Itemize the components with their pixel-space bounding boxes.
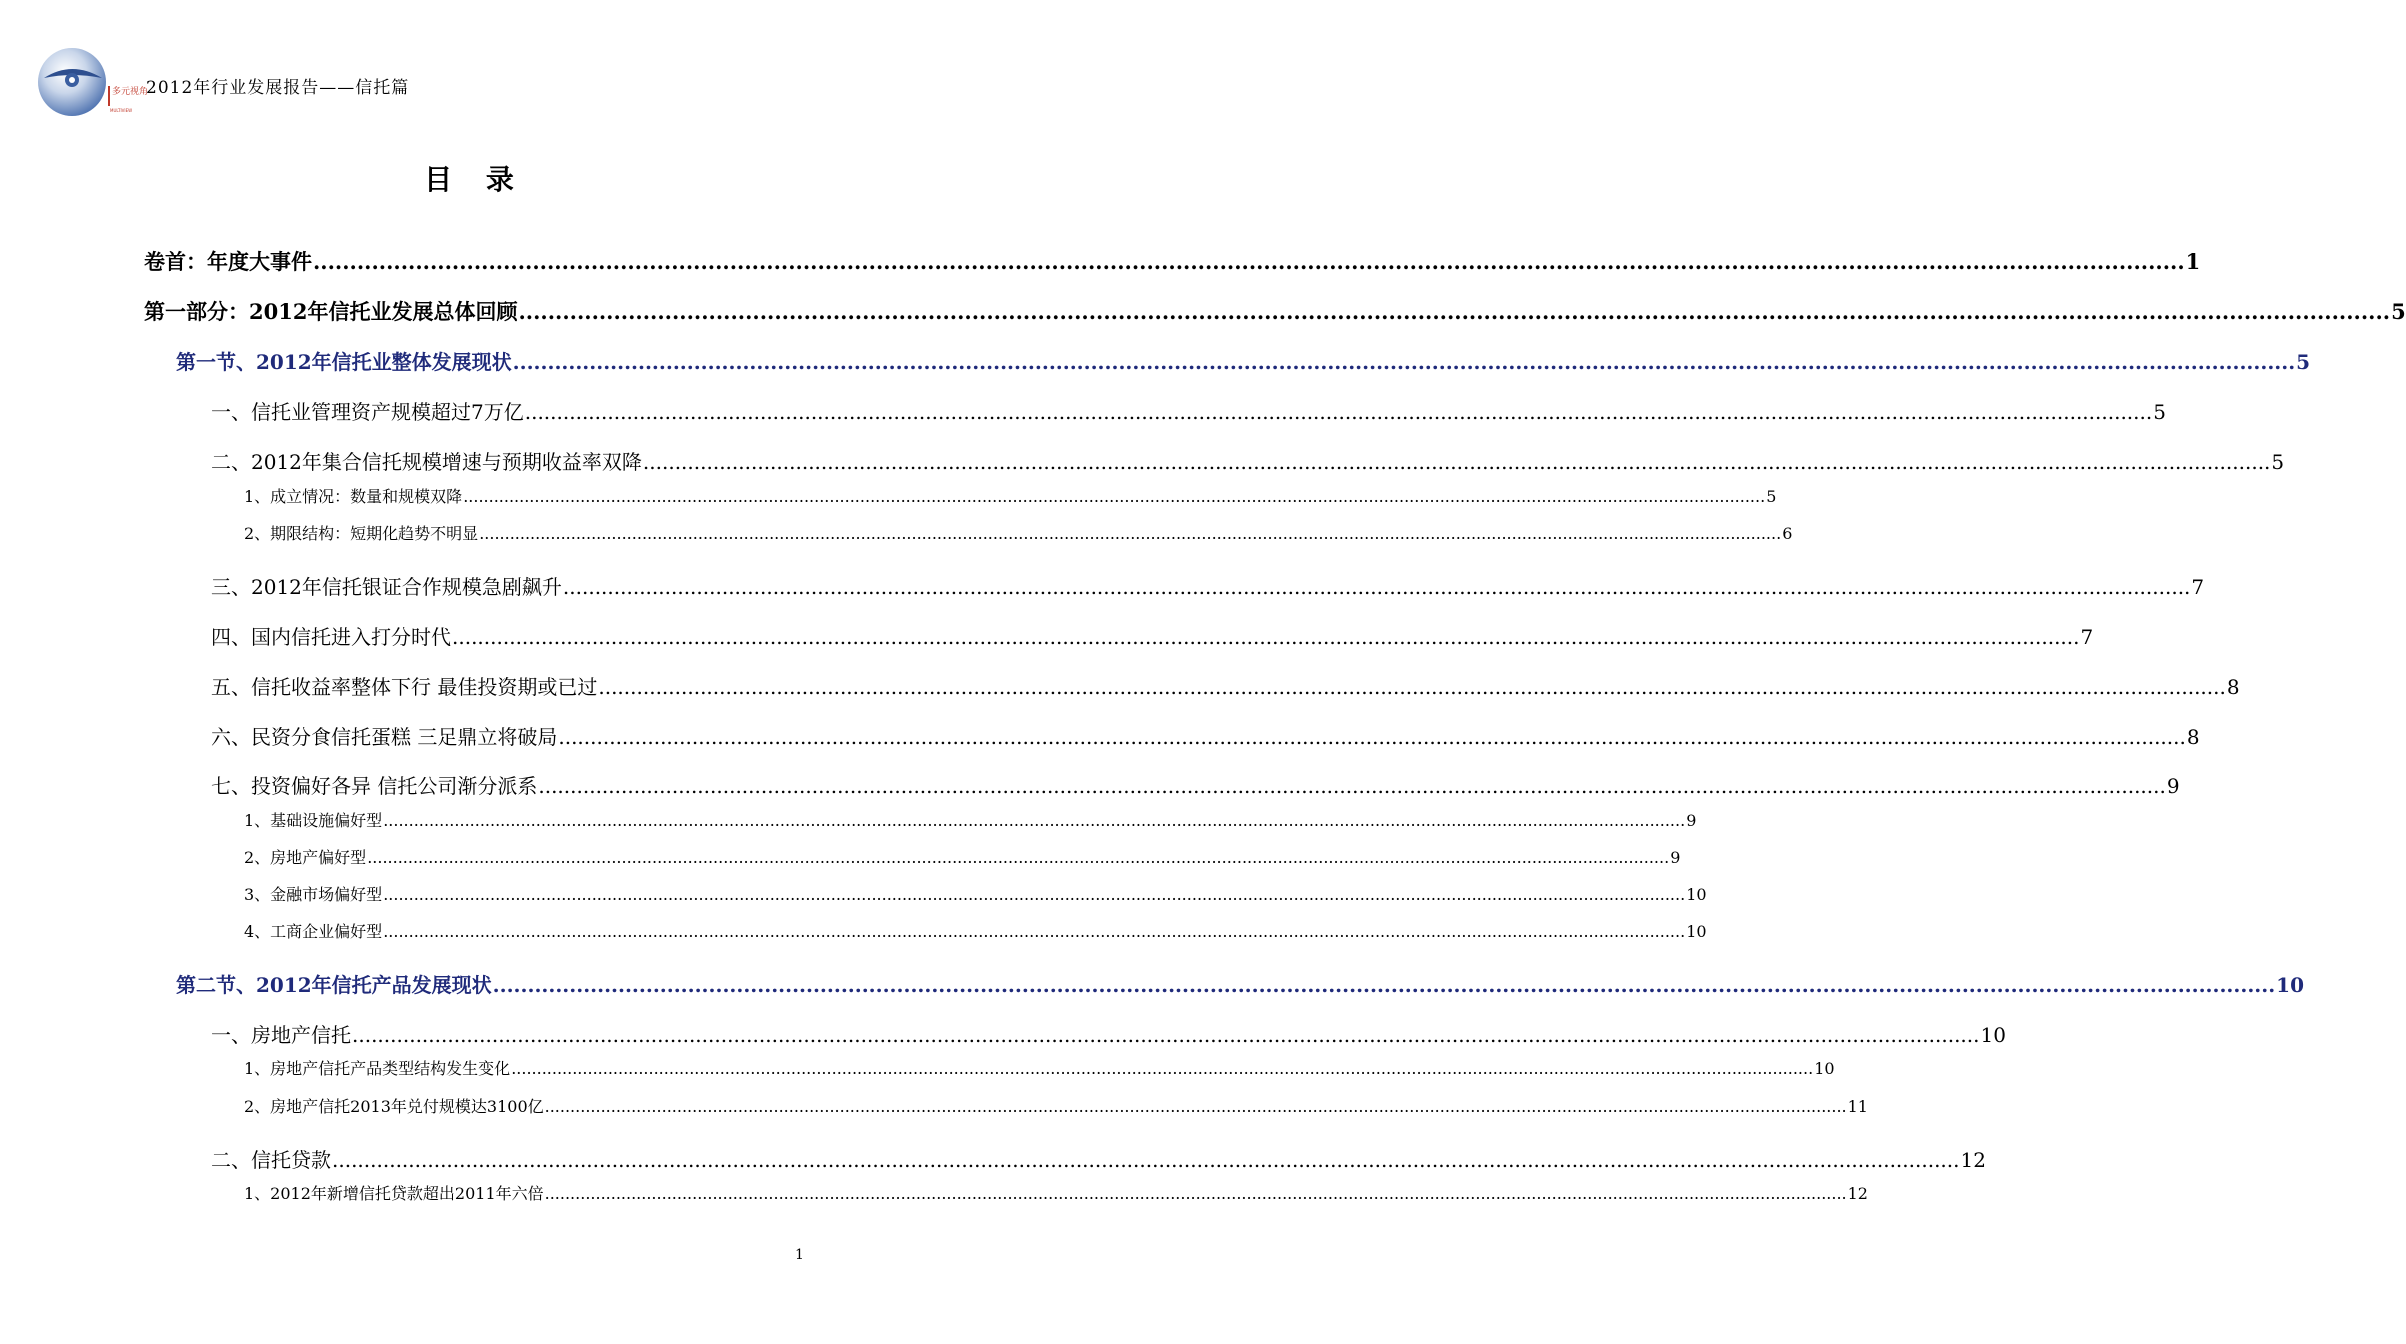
toc-entry[interactable] xyxy=(244,1056,1835,1079)
toc-leader-dots xyxy=(367,848,1669,867)
toc-leader-dots xyxy=(513,350,2296,374)
toc-entry[interactable] xyxy=(211,396,2166,425)
toc-entry[interactable] xyxy=(244,882,1707,905)
toc-entry-page: 7 xyxy=(2080,625,2094,649)
toc-leader-dots xyxy=(452,625,2080,649)
multiview-logo xyxy=(36,42,149,118)
toc-entry-title: 第一节、2012年信托业整体发展现状 xyxy=(176,350,512,374)
toc-leader-dots xyxy=(479,524,1781,543)
toc-leader-dots xyxy=(538,774,2166,798)
toc-leader-dots xyxy=(545,1097,1847,1116)
toc-leader-dots xyxy=(383,885,1685,904)
toc-entry[interactable] xyxy=(244,919,1707,942)
toc-leader-dots xyxy=(511,1059,1813,1078)
toc-leader-dots xyxy=(313,249,2185,274)
toc-entry-page: 10 xyxy=(1980,1023,2006,1047)
toc-entry-title: 1、2012年新增信托贷款超出2011年六倍 xyxy=(244,1184,544,1203)
toc-entry-page: 9 xyxy=(1670,848,1681,867)
toc-entry-page: 6 xyxy=(1782,524,1793,543)
toc-entry-page: 1 xyxy=(2185,249,2201,274)
toc-heading: 目 录 xyxy=(424,163,526,196)
toc-entry-title: 2、房地产偏好型 xyxy=(244,848,367,867)
toc-entry-page: 5 xyxy=(2153,400,2166,424)
toc-leader-dots xyxy=(598,675,2226,699)
toc-entry-page: 10 xyxy=(1814,1059,1835,1078)
toc-entry-title: 二、信托贷款 xyxy=(211,1148,331,1172)
toc-entry[interactable] xyxy=(244,1094,1868,1117)
toc-entry-title: 1、房地产信托产品类型结构发生变化 xyxy=(244,1059,511,1078)
toc-leader-dots xyxy=(383,922,1685,941)
toc-entry-page: 11 xyxy=(1847,1097,1868,1116)
toc-entry[interactable] xyxy=(244,808,1697,831)
toc-entry[interactable] xyxy=(176,969,2305,998)
toc-entry-title: 三、2012年信托银证合作规模急剧飙升 xyxy=(211,575,562,599)
toc-entry-title: 1、基础设施偏好型 xyxy=(244,811,383,830)
toc-entry-title: 1、成立情况：数量和规模双降 xyxy=(244,487,463,506)
toc-entry[interactable] xyxy=(211,1019,2006,1048)
toc-entry[interactable] xyxy=(211,571,2205,600)
toc-entry-title: 2、房地产信托2013年兑付规模达3100亿 xyxy=(244,1097,544,1116)
toc-leader-dots xyxy=(332,1148,1960,1172)
toc-entry[interactable] xyxy=(144,296,2406,326)
toc-entry[interactable] xyxy=(244,484,1777,507)
toc-leader-dots xyxy=(563,575,2191,599)
toc-entry-page: 8 xyxy=(2226,675,2240,699)
toc-entry[interactable] xyxy=(244,521,1793,544)
toc-entry[interactable] xyxy=(211,446,2285,475)
page-number: 1 xyxy=(795,1247,804,1263)
toc-entry-page: 10 xyxy=(2276,973,2305,997)
toc-entry[interactable] xyxy=(244,845,1681,868)
toc-entry-title: 五、信托收益率整体下行 最佳投资期或已过 xyxy=(211,675,598,699)
toc-leader-dots xyxy=(463,487,1765,506)
toc-leader-dots xyxy=(525,400,2153,424)
toc-entry-title: 一、房地产信托 xyxy=(211,1023,351,1047)
toc-entry-title: 3、金融市场偏好型 xyxy=(244,885,383,904)
toc-entry-page: 10 xyxy=(1686,885,1707,904)
toc-entry-page: 5 xyxy=(2296,350,2311,374)
toc-entry-title: 四、国内信托进入打分时代 xyxy=(211,625,451,649)
toc-entry-title: 卷首：年度大事件 xyxy=(144,249,312,274)
toc-entry-title: 第二节、2012年信托产品发展现状 xyxy=(176,973,492,997)
toc-leader-dots xyxy=(643,450,2271,474)
toc-entry-page: 5 xyxy=(2271,450,2285,474)
toc-entry-title: 一、信托业管理资产规模超过7万亿 xyxy=(211,400,524,424)
toc-entry-title: 2、期限结构：短期化趋势不明显 xyxy=(244,524,479,543)
toc-entry-page: 10 xyxy=(1686,922,1707,941)
toc-entry[interactable] xyxy=(211,671,2240,700)
toc-entry-title: 4、工商企业偏好型 xyxy=(244,922,383,941)
toc-leader-dots xyxy=(383,811,1685,830)
toc-leader-dots xyxy=(558,725,2186,749)
toc-leader-dots xyxy=(545,1184,1847,1203)
toc-entry[interactable] xyxy=(211,721,2200,750)
toc-leader-dots xyxy=(493,973,2276,997)
toc-entry[interactable] xyxy=(211,1144,1986,1173)
toc-entry[interactable] xyxy=(144,246,2201,276)
toc-entry-page: 12 xyxy=(1847,1184,1868,1203)
toc-entry-page: 9 xyxy=(1686,811,1697,830)
toc-entry[interactable] xyxy=(211,770,2180,799)
toc-entry[interactable] xyxy=(244,1181,1868,1204)
toc-leader-dots xyxy=(352,1023,1980,1047)
toc-entry[interactable] xyxy=(176,346,2311,375)
toc-entry-page: 5 xyxy=(2391,299,2406,324)
page-header xyxy=(36,40,916,120)
toc-entry-page: 12 xyxy=(1960,1148,1986,1172)
svg-text:MULTIVIEW: MULTIVIEW xyxy=(110,108,133,113)
toc-entry-page: 8 xyxy=(2186,725,2200,749)
toc-entry-page: 5 xyxy=(1766,487,1777,506)
report-title: 2012年行业发展报告——信托篇 xyxy=(146,78,410,98)
toc-entry-title: 七、投资偏好各异 信托公司渐分派系 xyxy=(211,774,538,798)
toc-entry-page: 7 xyxy=(2191,575,2205,599)
toc-entry[interactable] xyxy=(211,621,2094,650)
svg-text:多元视角: 多元视角 xyxy=(112,87,149,97)
toc-leader-dots xyxy=(518,299,2390,324)
toc-entry-title: 六、民资分食信托蛋糕 三足鼎立将破局 xyxy=(211,725,558,749)
toc-entry-title: 第一部分：2012年信托业发展总体回顾 xyxy=(144,299,518,324)
toc-entry-title: 二、2012年集合信托规模增速与预期收益率双降 xyxy=(211,450,642,474)
toc-entry-page: 9 xyxy=(2166,774,2180,798)
